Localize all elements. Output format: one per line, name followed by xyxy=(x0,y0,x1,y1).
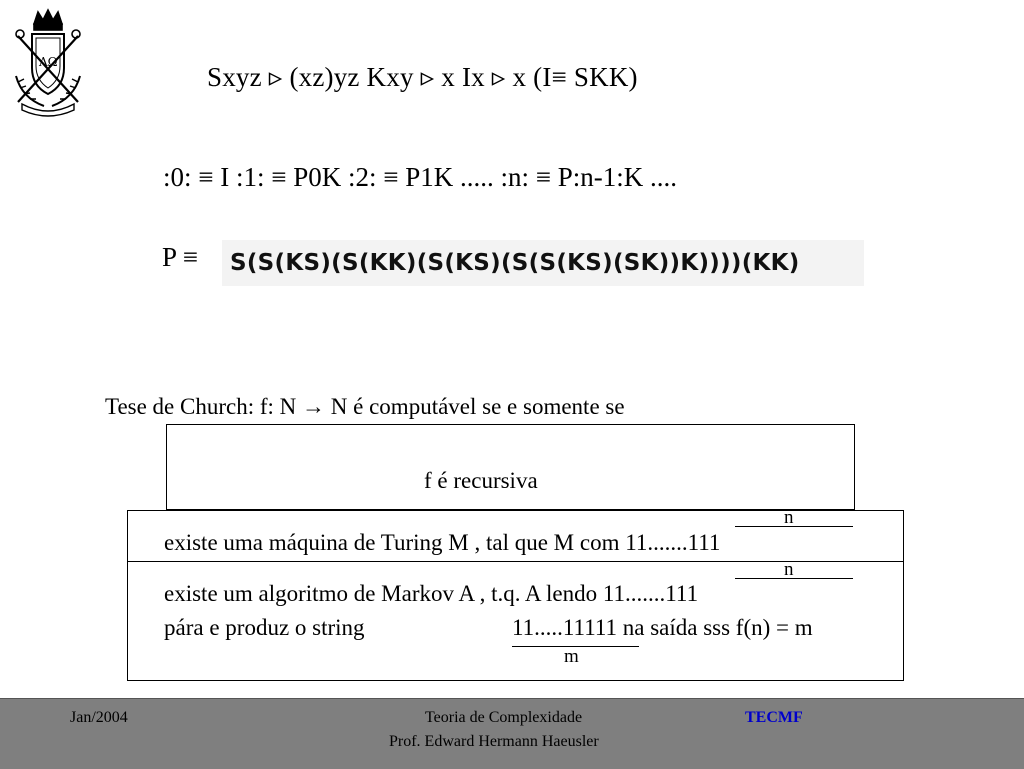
turing-overline xyxy=(735,526,853,527)
footer-course: Teoria de Complexidade xyxy=(425,709,583,726)
markov-statement-line2-start: pára e produz o string xyxy=(164,615,365,640)
turing-machine-statement: existe uma máquina de Turing M , tal que M com 11.......111 xyxy=(164,530,721,555)
footer-department: TECMF xyxy=(745,709,803,726)
markov-n-label: n xyxy=(784,559,794,580)
combinator-rules: Sxyz ▹ (xz)yz Kxy ▹ x Ix ▹ x (I≡ SKK) xyxy=(207,62,638,92)
markov-m-label: m xyxy=(564,646,579,667)
recursive-text: f é recursiva xyxy=(424,468,538,493)
church-thesis-statement: Tese de Church: f: N → N é computável se e somente se xyxy=(105,394,625,419)
svg-text:ΛΩ: ΛΩ xyxy=(39,55,58,69)
footer-professor: Prof. Edward Hermann Haeusler xyxy=(389,733,599,750)
markov-statement-line2-end: 11.....11111 na saída sss f(n) = m xyxy=(512,615,813,640)
p-definition-label: P ≡ xyxy=(162,242,198,272)
church-numerals-definition: :0: ≡ I :1: ≡ P0K :2: ≡ P1K ..... :n: ≡ P:n-1:K .... xyxy=(163,162,677,192)
footer-date: Jan/2004 xyxy=(70,709,128,726)
university-crest-icon xyxy=(8,6,88,118)
turing-n-label: n xyxy=(784,507,794,528)
markov-overline xyxy=(735,578,853,579)
p-combinator-expression: S(S(KS)(S(KK)(S(KS)(S(S(KS)(SK))K))))(KK) xyxy=(222,240,864,286)
recursive-box xyxy=(166,424,855,510)
markov-statement-line1: existe um algoritmo de Markov A , t.q. A lendo 11.......111 xyxy=(164,581,699,606)
